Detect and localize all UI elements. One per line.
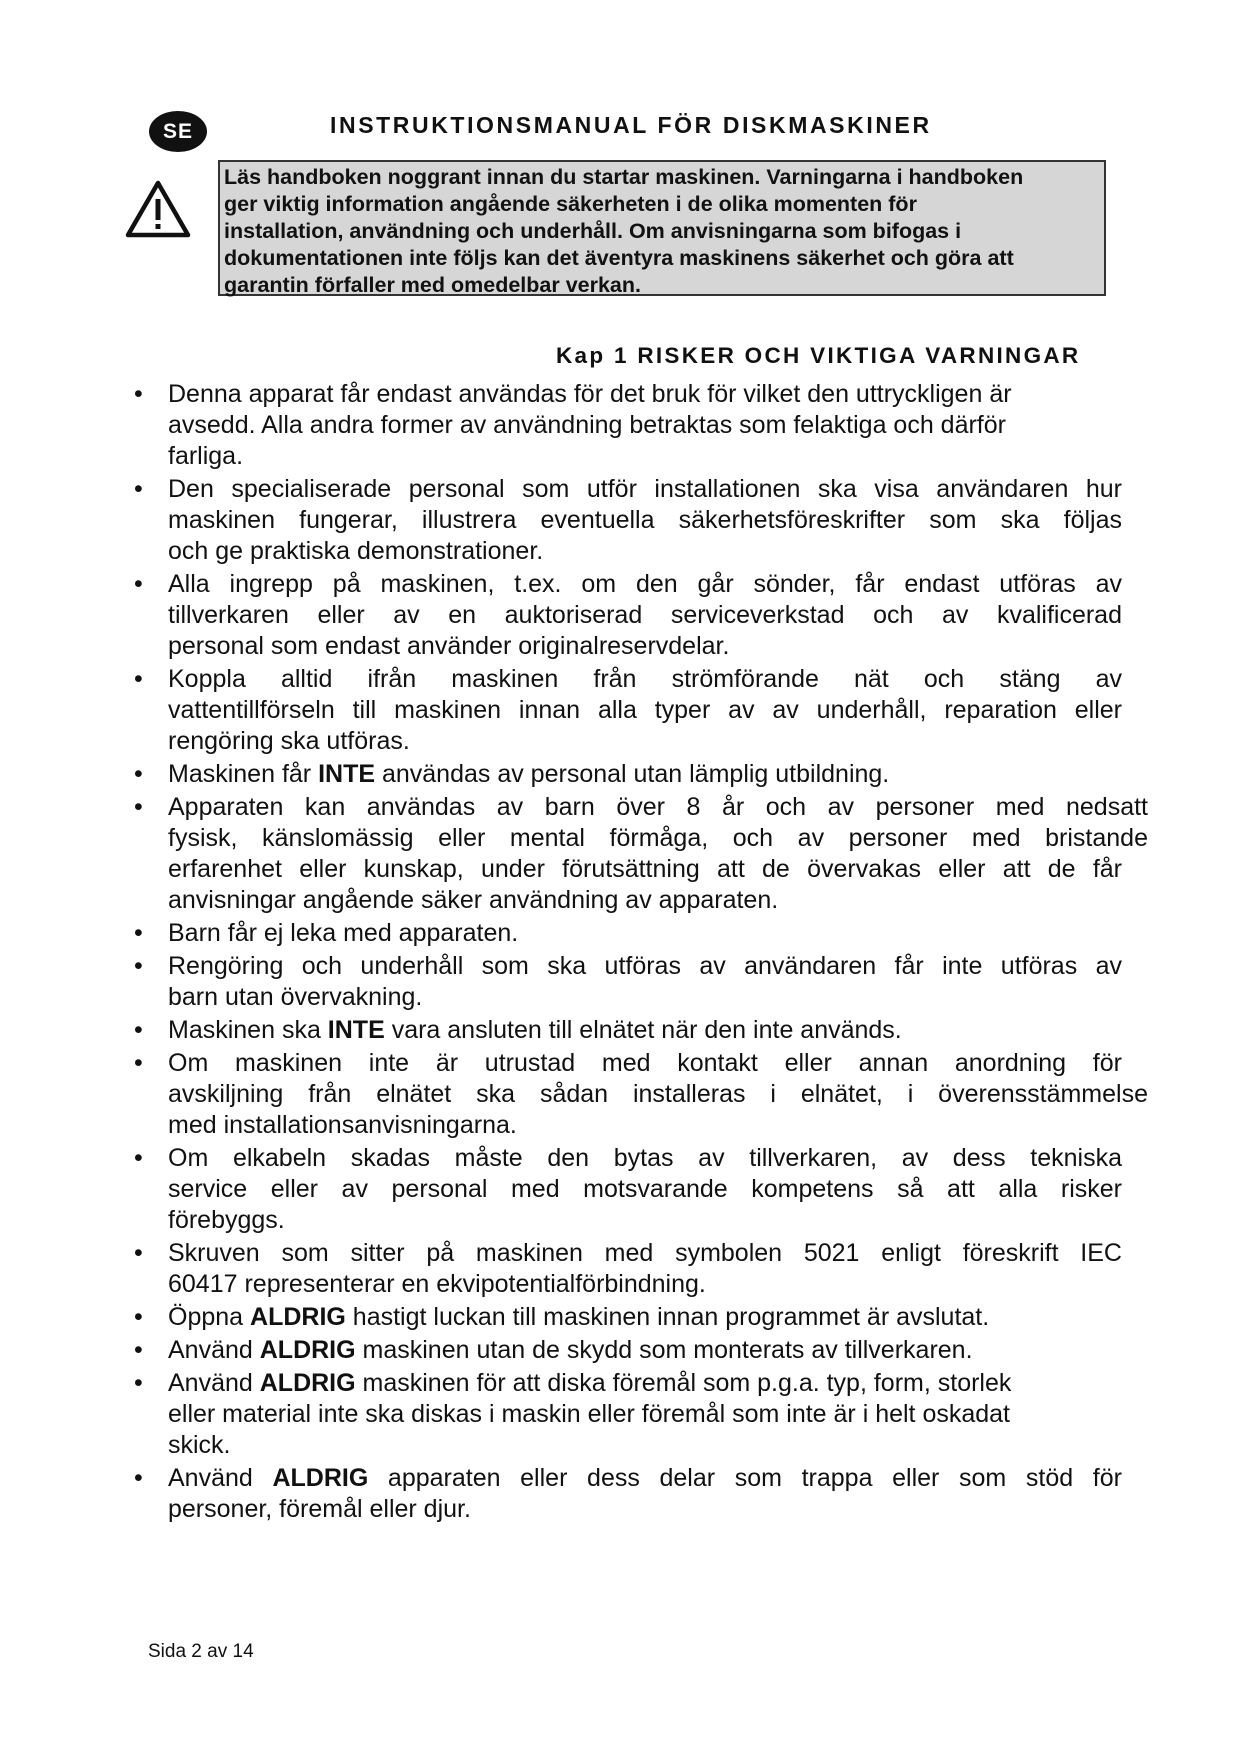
list-item-line: avsedd. Alla andra former av användning betraktas som felaktiga och därför xyxy=(168,411,1006,439)
list-item xyxy=(130,1015,1140,1046)
list-item-line xyxy=(168,1368,1140,1399)
list-item-line: med installationsanvisningarna. xyxy=(168,1111,517,1139)
list-item-line: Rengöring och underhåll som ska utföras av användaren får inte utföras av xyxy=(168,952,1122,980)
bullet-icon: • xyxy=(134,475,143,503)
list-item xyxy=(130,664,1140,757)
list-item-line: avskiljning från elnätet ska sådan installeras i elnätet, i överensstämmelse xyxy=(168,1080,1148,1108)
list-item-line: erfarenhet eller kunskap, under förutsättning att de övervakas eller att de får xyxy=(168,855,1122,883)
list-item-line: 60417 representerar en ekvipotentialförbindning. xyxy=(168,1270,706,1298)
text-segment: Använd xyxy=(168,1369,260,1397)
list-item xyxy=(130,1048,1148,1141)
list-item-line: fysisk, känslomässig eller mental förmåga, och av personer med bristande xyxy=(168,824,1148,852)
text-segment: användas av personal utan lämplig utbildning. xyxy=(375,760,890,788)
bullet-icon: • xyxy=(134,1049,143,1077)
list-item xyxy=(130,759,1140,790)
language-badge: SE xyxy=(149,111,207,152)
emphasis-text: ALDRIG xyxy=(272,1464,369,1492)
document-title: INSTRUKTIONSMANUAL FÖR DISKMASKINER xyxy=(330,112,932,138)
list-item-line xyxy=(168,759,1140,790)
bullet-icon: • xyxy=(134,1303,143,1331)
warning-line: dokumentationen inte följs kan det äventyra maskinens säkerhet och göra att xyxy=(224,246,1014,270)
warning-line: installation, användning och underhåll. Om anvisningarna som bifogas i xyxy=(224,219,962,243)
list-item xyxy=(130,792,1148,916)
list-item xyxy=(130,1302,1140,1333)
list-item-line: personal som endast använder originalreservdelar. xyxy=(168,632,730,660)
warning-triangle-icon xyxy=(125,180,191,238)
list-item xyxy=(130,379,1140,472)
bullet-icon: • xyxy=(134,1464,143,1492)
text-segment: Använd xyxy=(168,1464,273,1492)
emphasis-text: ALDRIG xyxy=(259,1369,356,1397)
list-item-line: Apparaten kan användas av barn över 8 år och av personer med nedsatt xyxy=(168,793,1148,821)
list-item-line: Skruven som sitter på maskinen med symbolen 5021 enligt föreskrift IEC xyxy=(168,1239,1122,1267)
list-item-line: Alla ingrepp på maskinen, t.ex. om den går sönder, får endast utföras av xyxy=(168,570,1122,598)
emphasis-text: INTE xyxy=(318,760,376,788)
list-item-line: Koppla alltid ifrån maskinen från strömförande nät och stäng av xyxy=(168,665,1122,693)
bullet-icon: • xyxy=(134,793,143,821)
bullet-icon: • xyxy=(134,380,143,408)
list-item-line: Om elkabeln skadas måste den bytas av tillverkaren, av dess tekniska xyxy=(168,1144,1122,1172)
list-item xyxy=(130,951,1140,1013)
list-item-line: förebyggs. xyxy=(168,1206,285,1234)
text-segment: hastigt luckan till maskinen innan programmet är avslutat. xyxy=(345,1303,990,1331)
list-item-line: eller material inte ska diskas i maskin eller föremål som inte är i helt oskadat xyxy=(168,1400,1011,1428)
emphasis-text: ALDRIG xyxy=(250,1303,346,1331)
list-item-line: personer, föremål eller djur. xyxy=(168,1495,471,1523)
bullet-icon: • xyxy=(134,1016,143,1044)
list-item-line: Om maskinen inte är utrustad med kontakt eller annan anordning för xyxy=(168,1049,1122,1077)
list-item-line: Barn får ej leka med apparaten. xyxy=(168,919,519,947)
bullet-icon: • xyxy=(134,1369,143,1397)
bullet-icon: • xyxy=(134,760,143,788)
text-segment: maskinen utan de skydd som monterats av tillverkaren. xyxy=(355,1336,973,1364)
list-item xyxy=(130,1238,1140,1300)
text-segment: Använd xyxy=(168,1336,260,1364)
text-segment: maskinen för att diska föremål som p.g.a. typ, form, storlek xyxy=(355,1369,1012,1397)
emphasis-text: INTE xyxy=(327,1016,385,1044)
warning-line: ger viktig information angående säkerheten i de olika momenten för xyxy=(224,192,917,216)
bullet-icon: • xyxy=(134,1144,143,1172)
bullet-icon: • xyxy=(134,919,143,947)
text-segment: Maskinen får xyxy=(168,760,319,788)
page-number: Sida 2 av 14 xyxy=(148,1641,254,1662)
list-item xyxy=(130,474,1140,567)
list-item-line: anvisningar angående säker användning av apparaten. xyxy=(168,886,779,914)
list-item-line: rengöring ska utföras. xyxy=(168,727,410,755)
list-item-line xyxy=(168,1463,1122,1494)
list-item-line xyxy=(168,1015,1140,1046)
bullet-icon: • xyxy=(134,952,143,980)
list-item xyxy=(130,569,1140,662)
text-segment: apparaten eller dess delar som trappa eller som stöd för xyxy=(368,1464,1122,1492)
bullet-icon: • xyxy=(134,1239,143,1267)
text-segment: Maskinen ska xyxy=(168,1016,328,1044)
list-item-line xyxy=(168,1302,1140,1333)
warning-line: garantin förfaller med omedelbar verkan. xyxy=(224,273,641,297)
text-segment: vara ansluten till elnätet när den inte används. xyxy=(384,1016,902,1044)
list-item-line: vattentillförseln till maskinen innan alla typer av av underhåll, reparation eller xyxy=(168,696,1122,724)
list-item xyxy=(130,1335,1140,1366)
list-item-line: service eller av personal med motsvarande kompetens så att alla risker xyxy=(168,1175,1122,1203)
text-segment: Öppna xyxy=(168,1303,251,1331)
list-item-line: Denna apparat får endast användas för det bruk för vilket den uttryckligen är xyxy=(168,380,1012,408)
list-item-line: barn utan övervakning. xyxy=(168,983,423,1011)
chapter-heading: Kap 1 RISKER OCH VIKTIGA VARNINGAR xyxy=(556,343,1081,368)
emphasis-text: ALDRIG xyxy=(259,1336,356,1364)
list-item-line: farliga. xyxy=(168,442,244,470)
list-item-line: maskinen fungerar, illustrera eventuella säkerhetsföreskrifter som ska följas xyxy=(168,506,1122,534)
list-item xyxy=(130,1143,1140,1236)
list-item-line xyxy=(168,1335,1140,1366)
list-item xyxy=(130,1463,1140,1525)
bullet-icon: • xyxy=(134,1336,143,1364)
bullet-icon: • xyxy=(134,665,143,693)
warning-notice-box xyxy=(218,160,1106,296)
list-item-line: skick. xyxy=(168,1431,231,1459)
list-item-line: tillverkaren eller av en auktoriserad serviceverkstad och av kvalificerad xyxy=(168,601,1122,629)
list-item-line: Den specialiserade personal som utför installationen ska visa användaren hur xyxy=(168,475,1122,503)
risk-warning-list xyxy=(130,379,1148,1527)
list-item xyxy=(130,1368,1140,1461)
list-item xyxy=(130,918,1140,949)
bullet-icon: • xyxy=(134,570,143,598)
list-item-line: och ge praktiska demonstrationer. xyxy=(168,537,544,565)
warning-line: Läs handboken noggrant innan du startar maskinen. Varningarna i handboken xyxy=(224,165,1024,189)
